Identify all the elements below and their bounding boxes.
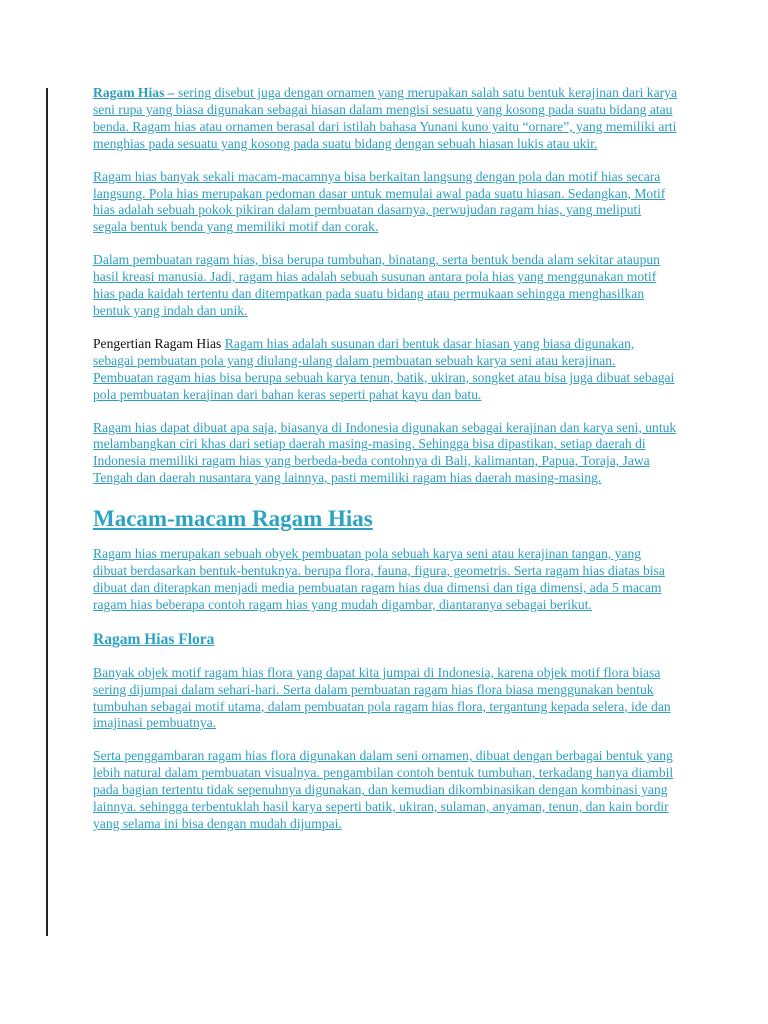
intro-title: Ragam Hias –	[93, 85, 175, 100]
paragraph-pengertian	[93, 336, 678, 404]
pengertian-lead: Pengertian Ragam Hias	[93, 335, 225, 351]
paragraph-flora-1	[93, 665, 678, 733]
flora-2-link[interactable]: Serta penggambaran ragam hias flora digunakan dalam seni ornamen, dibuat dengan berbagai bentuk yang lebih natural dalam pembuatan visualnya. pengambilan contoh bentuk tumbuhan, terkadang hanya diambil pada bagian tertentu tidak sepenuhnya digunakan, dan kemudian dikombinasikan dengan kombinasi yang lainnya. sehingga terbentuklah hasil karya seperti batik, ukiran, sulaman, anyaman, tenun, dan kain bordir yang selama ini bisa dengan mudah dijumpai.	[93, 748, 674, 831]
left-margin-rule	[46, 88, 48, 936]
pengertian-link[interactable]: Ragam hias adalah susunan dari bentuk dasar hiasan yang biasa digunakan, sebagai pembuatan pola yang diulang-ulang dalam pembuatan sebuah karya seni atau kerajinan. Pembuatan ragam hias bisa berupa sebuah karya tenun, batik, ukiran, songket atau bisa juga dibuat sebagai pola pembuatan kerajinan dari bahan keras seperti pahat kayu dan batu.	[93, 335, 675, 402]
document-page	[93, 85, 678, 849]
paragraph-macam	[93, 546, 678, 614]
paragraph-pembuatan	[93, 252, 678, 320]
daerah-link[interactable]: Ragam hias dapat dibuat apa saja, biasanya di Indonesia digunakan sebagai kerajinan dan karya seni, untuk melambangkan ciri khas dari setiap daerah masing-masing. Sehingga bisa dipastikan, setiap daerah di Indonesia memiliki ragam hias yang berbeda-beda contohnya di Bali, kalimantan, Papua, Toraja, Jawa Tengah dan daerah nusantara yang lainnya, pasti memiliki ragam hias daerah masing-masing.	[93, 419, 677, 486]
intro-link[interactable]	[93, 85, 677, 151]
pembuatan-link[interactable]: Dalam pembuatan ragam hias, bisa berupa tumbuhan, binatang, serta bentuk benda alam sekitar ataupun hasil kreasi manusia. Jadi, ragam hias adalah sebuah susunan antara pola hias yang menggunakan motif hias pada kaidah tertentu dan ditempatkan pada suatu bidang atau permukaan sehingga menghasilkan bentuk yang indah dan unik.	[93, 252, 660, 318]
pola-motif-link[interactable]: Ragam hias banyak sekali macam-macamnya bisa berkaitan langsung dengan pola dan motif hias secara langsung. Pola hias merupakan pedoman dasar untuk memulai awal pada suatu hiasan. Sedangkan, Motif hias adalah sebuah pokok pikiran dalam pembuatan dasarnya, perwujudan ragam hias, yang meliputi segala bentuk benda yang memiliki motif dan corak.	[93, 168, 666, 235]
macam-link[interactable]: Ragam hias merupakan sebuah obyek pembuatan pola sebuah karya seni atau kerajinan tangan, yang dibuat berdasarkan bentuk-bentuknya. berupa flora, fauna, figura, geometris. Serta ragam hias diatas bisa dibuat dan diterapkan menjadi media pembuatan ragam hias dua dimensi dan tiga dimensi, ada 5 macam ragam hias beberapa contoh ragam hias yang mudah digambar, diantaranya sebagai berikut.	[93, 546, 665, 612]
paragraph-pola-motif	[93, 169, 678, 237]
paragraph-intro	[93, 85, 678, 153]
paragraph-flora-2	[93, 748, 678, 833]
intro-text: sering disebut juga dengan ornamen yang merupakan salah satu bentuk kerajinan dari karya seni rupa yang biasa digunakan sebagai hiasan dalam mengisi sesuatu yang kosong pada suatu bidang atau benda. Ragam hias atau ornamen berasal dari istilah bahasa Yunani kuno yaitu “ornare”, yang memiliki arti menghias pada sesuatu yang kosong pada suatu bidang dengan sebuah hiasan lukis atau ukir.	[93, 85, 677, 151]
paragraph-daerah	[93, 420, 678, 488]
sub-heading-flora[interactable]: Ragam Hias Flora	[93, 630, 215, 648]
section-heading-macam[interactable]: Macam-macam Ragam Hias	[93, 506, 373, 532]
flora-1-link[interactable]: Banyak objek motif ragam hias flora yang dapat kita jumpai di Indonesia, karena objek motif flora biasa sering dijumpai dalam sehari-hari. Serta dalam pembuatan ragam hias flora biasa menggunakan bentuk tumbuhan sebagai motif utama, dalam pembuatan pola ragam hias flora, tergantung kepada selera, ide dan imajinasi pembuatnya.	[93, 664, 671, 731]
